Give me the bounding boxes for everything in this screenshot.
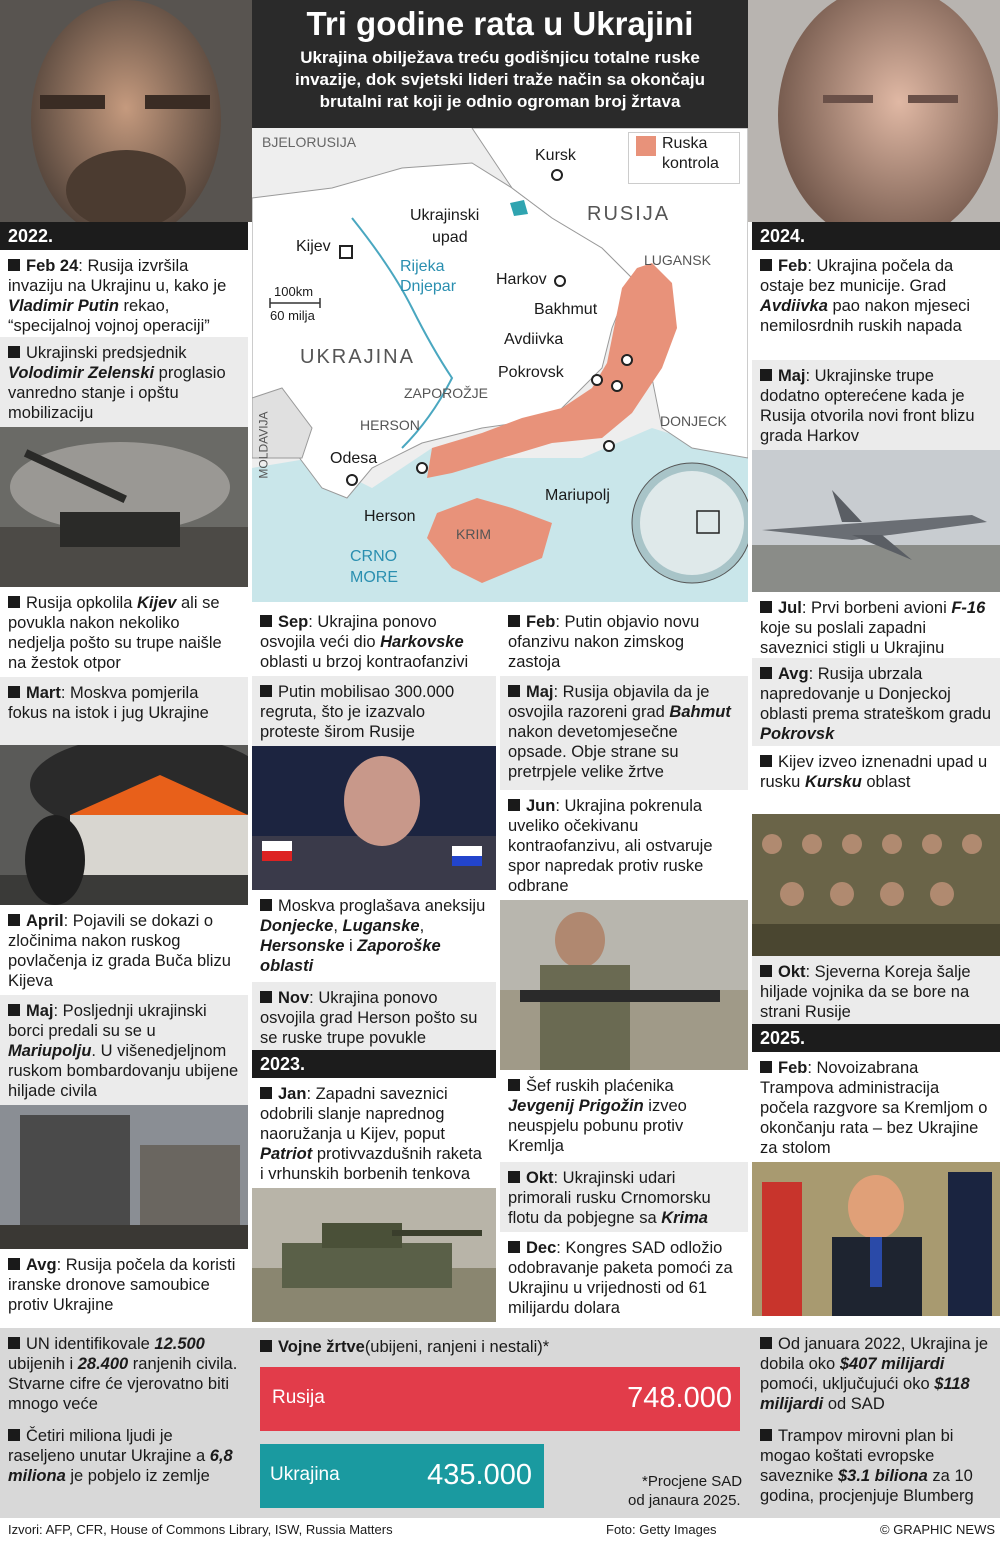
entry-emphasis: Luganske <box>342 917 420 935</box>
bullet-square <box>8 686 20 698</box>
entry-text: : Posljednji ukrajinski borci predali su se u <box>8 1002 207 1040</box>
timeline-entry <box>0 337 248 427</box>
prigozhin-photo <box>500 900 748 1070</box>
russia-label: Rusija <box>272 1387 325 1408</box>
entry-emphasis: Kursku <box>804 773 862 791</box>
label-kursk: Kursk <box>535 147 576 164</box>
label-ukrajina: UKRAJINA <box>300 346 415 368</box>
bullet-square <box>260 1340 272 1352</box>
timeline-entry <box>0 587 248 677</box>
footer-sources: Izvori: AFP, CFR, House of Commons Library, ISW, Russia Matters <box>8 1522 393 1537</box>
label-kijev: Kijev <box>296 238 331 255</box>
entry-emphasis: Kijev <box>136 594 177 612</box>
entry-date: Dec <box>526 1239 557 1257</box>
footer-photo-credit: Foto: Getty Images <box>606 1522 717 1537</box>
label-rijeka-2: Dnjepar <box>400 278 457 295</box>
entry-text: pomoći, uključujući oko <box>760 1375 935 1393</box>
entry-text: oblasti u brzoj kontraofanzivi <box>260 653 469 671</box>
entry-date: Jul <box>778 599 802 617</box>
col3 <box>500 606 748 1332</box>
label-more-1: CRNO <box>350 548 398 565</box>
entry-text: nakon devetomjesečne opsade. Obje strane su pretrpjele velike žrtve <box>508 723 679 781</box>
entry-text: : Ukrajina ponovo osvojila veći dio <box>260 613 437 651</box>
label-scale-mi: 60 milja <box>270 308 315 323</box>
entry-text: : Zapadni saveznici odobrili slanje naprednog naoružanja u Kijev, poput <box>260 1085 448 1143</box>
casualties-subtitle: (ubijeni, ranjeni i nestali)* <box>364 1338 550 1356</box>
footer-copyright: © GRAPHIC NEWS <box>880 1522 996 1537</box>
entry-text: Od januara 2022, Ukrajina je dobila oko <box>760 1335 989 1373</box>
entry-text: : Ukrajina počela da ostaje bez municije. Grad <box>760 257 954 295</box>
label-odesa: Odesa <box>330 450 378 467</box>
timeline-entry <box>500 1162 748 1232</box>
entry-emphasis: Hersonske <box>260 937 345 955</box>
zelensky-portrait <box>0 0 252 222</box>
entry-date: Sep <box>278 613 309 631</box>
entry-text: pao nakon mjeseci nemilosrdnih ruskih napada <box>760 297 971 335</box>
entry-date: Okt <box>778 963 806 981</box>
entry-date: Maj <box>778 367 806 385</box>
label-mariupolj: Mariupolj <box>545 487 610 504</box>
entry-emphasis: 28.400 <box>77 1355 129 1373</box>
entry-date: Maj <box>526 683 554 701</box>
entry-emphasis: Bahmut <box>669 703 731 721</box>
timeline-entry <box>500 606 748 676</box>
bullet-square <box>8 1429 20 1441</box>
year-2025: 2025. <box>752 1024 1000 1052</box>
entry-text: ubijenih i <box>8 1355 78 1373</box>
label-donjeck: DONJECK <box>660 413 727 429</box>
entry-text: : Moskva pomjerila fokus na istok i jug Ukrajine <box>8 684 209 722</box>
entry-text: : Ukrajinski udari primorali rusku Crnomorsku flotu da pobjegne sa <box>508 1169 711 1227</box>
bullet-square <box>260 1087 272 1099</box>
entry-date: Jun <box>526 797 556 815</box>
timeline-entry <box>752 658 1000 746</box>
entry-emphasis: Harkovske <box>380 633 464 651</box>
entry-text: Kijev izveo iznenadni upad u rusku <box>760 753 988 791</box>
timeline-entry <box>252 1078 496 1188</box>
bullet-square <box>8 1337 20 1349</box>
label-herson: Herson <box>364 508 416 525</box>
entry-emphasis: Vladimir Putin <box>8 297 119 315</box>
label-upad-1: Ukrajinski <box>410 207 480 224</box>
bullet-square <box>508 615 520 627</box>
timeline-entry <box>752 360 1000 450</box>
timeline-entry <box>252 890 496 982</box>
casualties-title: Vojne žrtve <box>278 1338 365 1356</box>
timeline-entry <box>0 250 248 337</box>
bullet-square <box>508 1079 520 1091</box>
stat-entry <box>752 1422 1000 1510</box>
entry-emphasis: Volodimir Zelenski <box>8 364 155 382</box>
entry-emphasis: 6,8 miliona <box>8 1447 233 1485</box>
entry-text: Ukrajinski predsjednik <box>26 344 187 362</box>
label-more-2: MORE <box>350 569 398 586</box>
label-pokrovsk: Pokrovsk <box>498 364 564 381</box>
ukraine-value: 435.000 <box>427 1459 532 1491</box>
entry-text: : Ukrajina pokrenula uveliko očekivanu kontraofanzivu, ali ostvaruje spor napredak protiv ruske odbrane <box>508 797 713 895</box>
entry-text: Rusija opkolila <box>26 594 137 612</box>
label-krim: KRIM <box>456 526 491 542</box>
bottom-right <box>752 1330 1000 1510</box>
entry-text: od SAD <box>823 1395 885 1413</box>
casualties-note-1: *Procjene SAD <box>642 1473 743 1490</box>
bullet-square <box>760 1429 772 1441</box>
bullet-square <box>508 1171 520 1183</box>
entry-date: Jan <box>278 1085 307 1103</box>
entry-text: : Prvi borbeni avioni <box>801 599 952 617</box>
label-herson-region: HERSON <box>360 417 420 433</box>
bullet-square <box>8 1004 20 1016</box>
casualties-heading <box>260 1338 549 1357</box>
entry-emphasis: Zaporoške oblasti <box>260 937 441 975</box>
odesa-marker <box>347 475 357 485</box>
entry-text: . U višenedjeljnom ruskom bombardovanju ubijene hiljade civila <box>8 1042 239 1100</box>
entry-emphasis: Mariupolju <box>8 1042 92 1060</box>
bullet-square <box>8 1258 20 1270</box>
putin-portrait <box>748 0 1000 222</box>
label-avdiivka: Avdiivka <box>504 331 564 348</box>
putin-rally-photo <box>252 746 496 890</box>
timeline-entry <box>252 982 496 1050</box>
destroyed-building-photo <box>0 1105 248 1249</box>
ukraine-map <box>252 128 748 602</box>
entry-emphasis: F-16 <box>951 599 986 617</box>
burning-house-photo <box>0 745 248 905</box>
col2 <box>252 606 496 1322</box>
herson-marker <box>417 463 427 473</box>
timeline-entry <box>500 1232 748 1332</box>
entry-emphasis: Avdiivka <box>760 297 828 315</box>
col1 <box>0 222 248 1317</box>
timeline-entry <box>752 1052 1000 1162</box>
label-rusija: RUSIJA <box>587 203 671 225</box>
label-upad-2: upad <box>432 229 468 246</box>
trump-photo <box>752 1162 1000 1316</box>
legend-label: Ruska kontrola <box>662 135 719 172</box>
entry-text: , <box>419 917 425 935</box>
label-scale-km: 100km <box>274 284 314 299</box>
north-korean-soldiers-photo <box>752 814 1000 956</box>
bullet-square <box>760 667 772 679</box>
page-subtitle: Ukrajina obilježava treću godišnjicu totalne ruske invazije, dok svjetski lideri traže način sa okončaju brutalni rat koji je odnio ogroman broj žrtava <box>294 48 706 111</box>
bullet-square <box>508 1241 520 1253</box>
entry-text: proglasio vanredno stanje i opštu mobilizaciju <box>8 364 226 422</box>
entry-date: Avg <box>778 665 809 683</box>
entry-emphasis: $118 milijardi <box>760 1375 970 1413</box>
f16-jet-photo <box>752 450 1000 592</box>
bullet-square <box>760 601 772 613</box>
entry-text: izveo neuspjelu pobunu protiv Kremlja <box>508 1097 687 1155</box>
casualties-note-2: od janaura 2025. <box>628 1492 741 1509</box>
entry-text: : Putin objavio novu ofanzivu nakon zimskog zastoja <box>508 613 700 671</box>
entry-text: : Rusija izvršila invaziju na Ukrajinu u, kako je <box>8 257 227 295</box>
entry-emphasis: Krima <box>661 1209 708 1227</box>
entry-emphasis: Patriot <box>260 1145 313 1163</box>
entry-text: Moskva proglašava aneksiju <box>278 897 486 915</box>
bullet-square <box>260 991 272 1003</box>
entry-emphasis: $407 milijardi <box>839 1355 945 1373</box>
entry-emphasis: 12.500 <box>154 1335 205 1353</box>
entry-text: : Ukrajina ponovo osvojila grad Herson pošto su se ruske trupe povukle <box>260 989 478 1047</box>
timeline-entry <box>0 677 248 745</box>
legend-swatch <box>636 136 656 156</box>
entry-text: : Kongres SAD odložio odobravanje paketa pomoći za Ukrajinu u vrijednosti od 61 milijardu dolara <box>508 1239 733 1317</box>
bottom-left <box>0 1330 250 1490</box>
entry-text: Šef ruskih plaćenika <box>526 1077 674 1095</box>
bullet-square <box>8 346 20 358</box>
mariupolj-marker <box>604 441 614 451</box>
entry-text: : Rusija ubrzala napredovanje u Donjeckoj oblasti prema strateškom gradu <box>760 665 992 723</box>
entry-date: Mart <box>26 684 61 702</box>
year-2024: 2024. <box>752 222 1000 250</box>
pokrovsk-marker <box>612 381 622 391</box>
bullet-square <box>760 1337 772 1349</box>
stat-entry <box>0 1330 250 1422</box>
entry-date: Feb <box>778 257 808 275</box>
entry-text: za 10 godina, procjenjuje Blumberg <box>760 1467 974 1505</box>
col4 <box>752 222 1000 1316</box>
entry-text: koje su poslali zapadni saveznici stigli u Ukrajinu <box>760 619 945 657</box>
bullet-square <box>760 1061 772 1073</box>
label-moldavija: MOLDAVIJA <box>256 411 271 479</box>
entry-text: , <box>333 917 343 935</box>
label-rijeka-1: Rijeka <box>400 258 445 275</box>
harkov-marker <box>555 276 565 286</box>
timeline-entry <box>500 676 748 790</box>
stat-entry <box>752 1330 1000 1422</box>
entry-text: je pobjelo iz zemlje <box>65 1467 210 1485</box>
label-bjelorusija: BJELORUSIJA <box>262 134 357 150</box>
timeline-entry <box>500 790 748 900</box>
entry-date: Maj <box>26 1002 54 1020</box>
entry-text: : Sjeverna Koreja šalje hiljade vojnika da se bore na strani Rusije <box>760 963 971 1021</box>
entry-emphasis: $3.1 biliona <box>837 1467 928 1485</box>
timeline-entry <box>252 606 496 676</box>
bullet-square <box>8 914 20 926</box>
entry-date: April <box>26 912 64 930</box>
casualties-panel <box>252 1330 748 1518</box>
kijev-marker <box>340 246 352 258</box>
label-bakhmut: Bakhmut <box>534 301 598 318</box>
timeline-entry <box>252 676 496 746</box>
bullet-square <box>760 965 772 977</box>
bullet-square <box>260 685 272 697</box>
entry-text: : Rusija objavila da je osvojila razoreni grad <box>508 683 710 721</box>
bullet-square <box>508 685 520 697</box>
destroyed-tank-photo <box>0 427 248 587</box>
bullet-square <box>260 615 272 627</box>
timeline-entry <box>0 1249 248 1317</box>
entry-text: Putin mobilisao 300.000 regruta, što je izazvalo proteste širom Rusije <box>260 683 455 741</box>
bullet-square <box>508 799 520 811</box>
kursk-marker <box>552 170 562 180</box>
russia-value: 748.000 <box>627 1382 732 1414</box>
timeline-entry <box>500 1070 748 1162</box>
entry-text: Četiri miliona ljudi je raseljeno unutar Ukrajine a <box>8 1427 210 1465</box>
entry-text: oblast <box>861 773 911 791</box>
entry-date: Feb 24 <box>26 257 79 275</box>
entry-emphasis: Jevgenij Prigožin <box>508 1097 644 1115</box>
leopard-tank-photo <box>252 1188 496 1322</box>
entry-text: ranjenih civila. Stvarne cifre će vjerovatno biti mnogo veće <box>8 1355 238 1413</box>
bullet-square <box>8 596 20 608</box>
entry-text: : Rusija počela da koristi iranske dronove samoubice protiv Ukrajine <box>8 1256 236 1314</box>
timeline-entry <box>752 956 1000 1024</box>
entry-text: Trampov mirovni plan bi mogao koštati evropske saveznike <box>760 1427 954 1485</box>
entry-text: UN identifikovale <box>26 1335 155 1353</box>
label-harkov: Harkov <box>496 271 547 288</box>
entry-date: Feb <box>526 613 556 631</box>
entry-text: rekao, “specijalnoj vojnoj operaciji” <box>8 297 210 335</box>
entry-date: Avg <box>26 1256 57 1274</box>
page-title: Tri godine rata u Ukrajini <box>306 5 694 42</box>
label-zaporozje: ZAPOROŽJE <box>404 385 489 401</box>
entry-text: : Novoizabrana Trampova administracija počela razgvore sa Kremljom o okončanju rata – bez Ukrajine za stolom <box>760 1059 988 1157</box>
stat-entry <box>0 1422 250 1490</box>
entry-text: : Pojavili se dokazi o zločinima nakon ruskog povlačenja iz grada Buča blizu Kijeva <box>8 912 231 990</box>
entry-text: ali se povukla nakon nekoliko nedjelja pošto su trupe naišle na žestok otpor <box>8 594 222 672</box>
bullet-square <box>260 899 272 911</box>
year-2023: 2023. <box>252 1050 496 1078</box>
ukraine-label: Ukrajina <box>270 1464 340 1485</box>
bullet-square <box>760 259 772 271</box>
timeline-entry <box>0 995 248 1105</box>
entry-date: Okt <box>526 1169 554 1187</box>
timeline-entry <box>0 905 248 995</box>
entry-text: i <box>344 937 358 955</box>
bullet-square <box>8 259 20 271</box>
entry-date: Feb <box>778 1059 808 1077</box>
entry-text: protivvazdušnih raketa i vrhunskih borbenih tenkova <box>260 1145 482 1183</box>
timeline-entry <box>752 592 1000 658</box>
timeline-entry <box>752 250 1000 360</box>
bullet-square <box>760 755 772 767</box>
year-2022: 2022. <box>0 222 248 250</box>
entry-date: Nov <box>278 989 310 1007</box>
label-lugansk: LUGANSK <box>644 252 711 268</box>
entry-emphasis: Pokrovsk <box>760 725 835 743</box>
entry-emphasis: Donjecke <box>260 917 334 935</box>
entry-text: : Ukrajinske trupe dodatno opterećene kada je Rusija otvorila novi front blizu grada Harkov <box>760 367 975 445</box>
avdiivka-marker <box>592 375 602 385</box>
timeline-entry <box>752 746 1000 814</box>
bakhmut-marker <box>622 355 632 365</box>
bullet-square <box>760 369 772 381</box>
